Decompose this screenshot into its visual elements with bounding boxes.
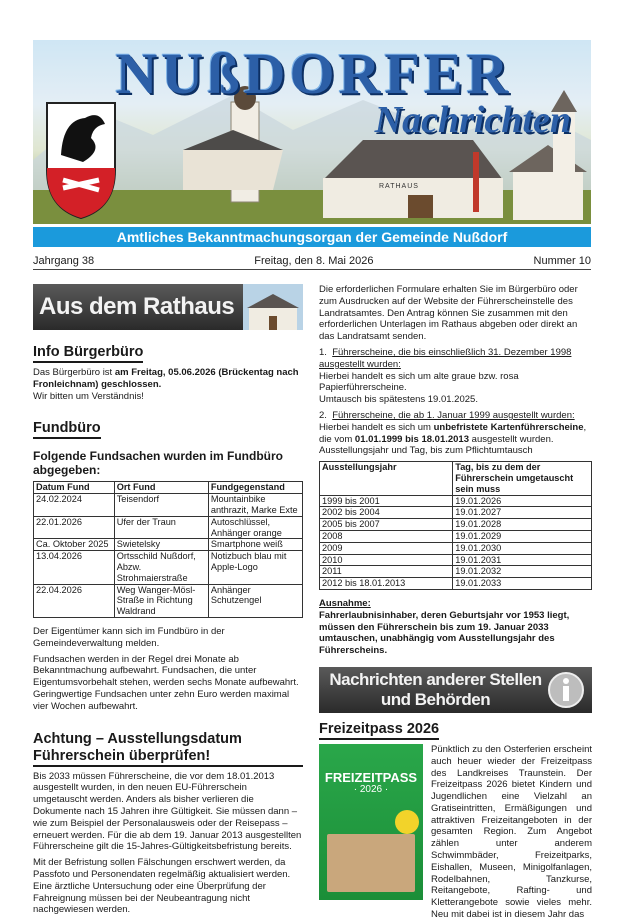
- table-cell: 19.01.2029: [453, 530, 592, 542]
- column-header: Ort Fund: [114, 482, 208, 494]
- buero-text-a: Das Bürgerbüro ist: [33, 367, 115, 378]
- column-header: Ausstellungsjahr: [320, 462, 453, 495]
- fs-intro: Die erforderlichen Formulare erhalten Sie im Bürgerbüro oder zum Ausdrucken auf der Website der Führerscheinstelle des Landratsamtes. Den Antrag können Sie zusammen mit den erforderlichen Unterlagen im Rathaus abgeben oder direkt an das Landratsamt senden.: [319, 284, 578, 343]
- fs-item-2-text: Hierbei handelt es sich um: [319, 421, 434, 433]
- table-row: [320, 507, 592, 519]
- freizeitpass-block: [319, 744, 592, 921]
- buero-closed-date: am Freitag, 05.06.2026 (Brückentag nach Fronleichnam) geschlossen.: [33, 367, 299, 390]
- issue-date: Freitag, den 8. Mai 2026: [254, 255, 374, 267]
- fund-subheading: Folgende Fundsachen wurden im Fundbüro abgegeben:: [33, 449, 283, 478]
- fs-item-1: [319, 347, 592, 406]
- table-cell: Teisendorf: [114, 494, 208, 517]
- list-number: 2.: [319, 409, 327, 421]
- table-row: [34, 494, 303, 517]
- freizeitpass-cover: [319, 744, 423, 900]
- list-number: 1.: [319, 346, 327, 358]
- fs-item-2-text: , die vom: [319, 421, 587, 445]
- section-banner-behoerden: [319, 667, 592, 713]
- masthead-banner: Amtliches Bekanntmachungsorgan der Gemeinde Nußdorf: [33, 227, 591, 247]
- fund-table-header: [34, 482, 303, 494]
- heading-fundbuero: Fundbüro: [33, 420, 101, 439]
- fs-para-1: Bis 2033 müssen Führerscheine, die vor dem 18.01.2013 ausgestellt wurden, in den neuen EU-Führerschein umgetauscht werden. Anders als bisher verlieren die Dokumente nach 15 Jahren ihre Gültigkeit. Sie müssen dann – wie zum Beispiel der Personalausweis oder der Reisepass – erneuert werden. Für die ab dem 19. Januar 2013 ausgestellten Führerscheine gilt die 15-Jahres-Gültigkeitsbefristung bereits.: [33, 770, 302, 853]
- table-row: [34, 584, 303, 617]
- table-cell: Ortsschild Nußdorf, Abzw. Strohmaierstraße: [114, 551, 208, 584]
- exception-label-line: [319, 598, 592, 610]
- exception-text: Fahrerlaubnisinhaber, deren Geburtsjahr vor 1953 liegt, müssen den Führerschein bis zum 19. Januar 2033 umtauschen, unabhängig vom Ausstellungsjahr des Führerscheins.: [319, 609, 570, 657]
- freizeitpass-text: Pünktlich zu den Osterferien erscheint auch heuer wieder der Freizeitpass des Landkreises Traunstein. Der Freizeitpass 2026 bietet Kindern und Jugendlichen eine Vielzahl an Gratiseintritten, Ermäßigungen und attraktiven Freizeitangeboten in der gesamten Region. Zum Angebot zählen unter anderem Schwimmbäder, Freizeitparks, Eishallen, Museen, Minigolfanlagen, Rodelbahnen, Tanzkurse, Reitangebote, Rafting- und Kletterangebote sowie vieles mehr. Neu mit dabei ist in diesem Jahr das: [431, 743, 592, 921]
- townhall-thumbnail: [243, 284, 303, 330]
- column-header: Fundgegenstand: [208, 482, 302, 494]
- masthead: [33, 40, 591, 224]
- table-row: [320, 519, 592, 531]
- table-row: [34, 551, 303, 584]
- table-cell: Notizbuch blau mit Apple-Logo: [208, 551, 302, 584]
- table-cell: 1999 bis 2001: [320, 495, 453, 507]
- table-cell: 19.01.2033: [453, 578, 592, 590]
- heading-freizeitpass: Freizeitpass 2026: [319, 721, 439, 740]
- masthead-title: NUßDORFER: [115, 41, 513, 106]
- buero-text-b: Wir bitten um Verständnis!: [33, 390, 144, 402]
- heading-info-buergerbuero: Info Bürgerbüro: [33, 344, 143, 363]
- table-cell: Smartphone weiß: [208, 539, 302, 551]
- column-header: Tag, bis zu dem der Führerschein umgetauscht sein muss: [453, 462, 592, 495]
- buero-notice: [33, 367, 303, 402]
- fund-para-retention: Fundsachen werden in der Regel drei Monate ab Bekanntmachung aufbewahrt. Fundsachen, die unter Eigentumsvorbehalt stehen, werden sechs Monate aufbewahrt. Geringwertige Fundsachen unter zehn Euro werden maximal vier Wochen aufbewahrt.: [33, 653, 299, 712]
- section-title: Nachrichten anderer Stellen und Behörden: [329, 669, 542, 709]
- table-row: [34, 516, 303, 539]
- table-row: [320, 495, 592, 507]
- table-cell: 2011: [320, 566, 453, 578]
- issue-volume: Jahrgang 38: [33, 255, 95, 267]
- table-cell: 19.01.2027: [453, 507, 592, 519]
- table-cell: 22.04.2026: [34, 584, 115, 617]
- column-header: Datum Fund: [34, 482, 115, 494]
- left-column: [33, 284, 303, 920]
- table-cell: 2002 bis 2004: [320, 507, 453, 519]
- info-icon: [546, 670, 586, 710]
- fs-item-1-title: Führerscheine, die bis einschließlich 31. Dezember 1998 ausgestellt wurden:: [319, 346, 572, 370]
- cover-year: · 2026 ·: [353, 783, 389, 795]
- table-cell: 2008: [320, 530, 453, 542]
- issue-number: Nummer 10: [533, 255, 591, 267]
- fs-item-2-text: ausgestellt wurden.: [469, 433, 554, 445]
- table-row: [320, 542, 592, 554]
- table-cell: 2012 bis 18.01.2013: [320, 578, 453, 590]
- fund-table: [33, 481, 303, 618]
- table-row: [34, 539, 303, 551]
- exception-label: Ausnahme:: [319, 597, 371, 609]
- table-row: [320, 566, 592, 578]
- section-title: Aus dem Rathaus: [39, 293, 235, 320]
- table-row: [320, 578, 592, 590]
- table-row: [320, 530, 592, 542]
- section-banner-rathaus: [33, 284, 303, 330]
- fs-item-2-note: Ausstellungsjahr und Tag, bis zum Pflichtumtausch: [319, 445, 533, 457]
- table-row: [320, 554, 592, 566]
- cover-photo: [327, 834, 415, 892]
- fs-para-2: Mit der Befristung sollen Fälschungen erschwert werden, da Passfoto und Personendaten regelmäßig aktualisiert werden. Eine ärztliche Untersuchung oder eine Überprüfung der Fahreignung müssen bei der Neubeantragung nicht nachgewiesen werden.: [33, 857, 291, 916]
- umtausch-table: [319, 461, 592, 590]
- table-cell: 24.02.2024: [34, 494, 115, 517]
- fund-para-owner: Der Eigentümer kann sich im Fundbüro in der Gemeindeverwaltung melden.: [33, 625, 225, 649]
- table-cell: 19.01.2031: [453, 554, 592, 566]
- table-cell: Swietelsky: [114, 539, 208, 551]
- table-cell: 19.01.2032: [453, 566, 592, 578]
- building-sign: RATHAUS: [379, 183, 419, 190]
- table-cell: Mountainbike anthrazit, Marke Exte: [208, 494, 302, 517]
- fs-item-1-deadline: Umtausch bis spätestens 19.01.2025.: [319, 394, 478, 406]
- right-column: [319, 284, 592, 921]
- cover-title: FREIZEITPASS: [324, 769, 418, 785]
- table-cell: 19.01.2026: [453, 495, 592, 507]
- umtausch-table-header: [320, 462, 592, 495]
- fs-item-2-range: 01.01.1999 bis 18.01.2013: [354, 433, 470, 445]
- table-cell: 13.04.2026: [34, 551, 115, 584]
- table-cell: 2005 bis 2007: [320, 519, 453, 531]
- table-cell: 2010: [320, 554, 453, 566]
- table-cell: Ufer der Traun: [114, 516, 208, 539]
- issue-line: [33, 255, 591, 270]
- table-cell: Anhänger Schutzengel: [208, 584, 302, 617]
- table-cell: 19.01.2030: [453, 542, 592, 554]
- table-cell: Ca. Oktober 2025: [34, 539, 115, 551]
- table-cell: 19.01.2028: [453, 519, 592, 531]
- table-cell: 2009: [320, 542, 453, 554]
- table-cell: 22.01.2026: [34, 516, 115, 539]
- table-cell: Autoschlüssel, Anhänger orange: [208, 516, 302, 539]
- masthead-subtitle: Nachrichten: [374, 99, 571, 141]
- fs-item-2-bold: unbefristete Kartenführerscheine: [433, 421, 584, 433]
- fs-item-1-text: Hierbei handelt es sich um alte graue bzw. rosa Papierführerscheine.: [319, 370, 519, 394]
- table-cell: Weg Wanger-Mösl-Straße in Richtung Waldrand: [114, 584, 208, 617]
- fs-item-2: [319, 410, 592, 457]
- heading-fuehrerschein: Achtung – Ausstellungsdatum Führerschein überprüfen!: [33, 731, 303, 767]
- fs-item-2-title: Führerscheine, die ab 1. Januar 1999 ausgestellt wurden:: [332, 409, 575, 421]
- cover-badge: [395, 810, 419, 834]
